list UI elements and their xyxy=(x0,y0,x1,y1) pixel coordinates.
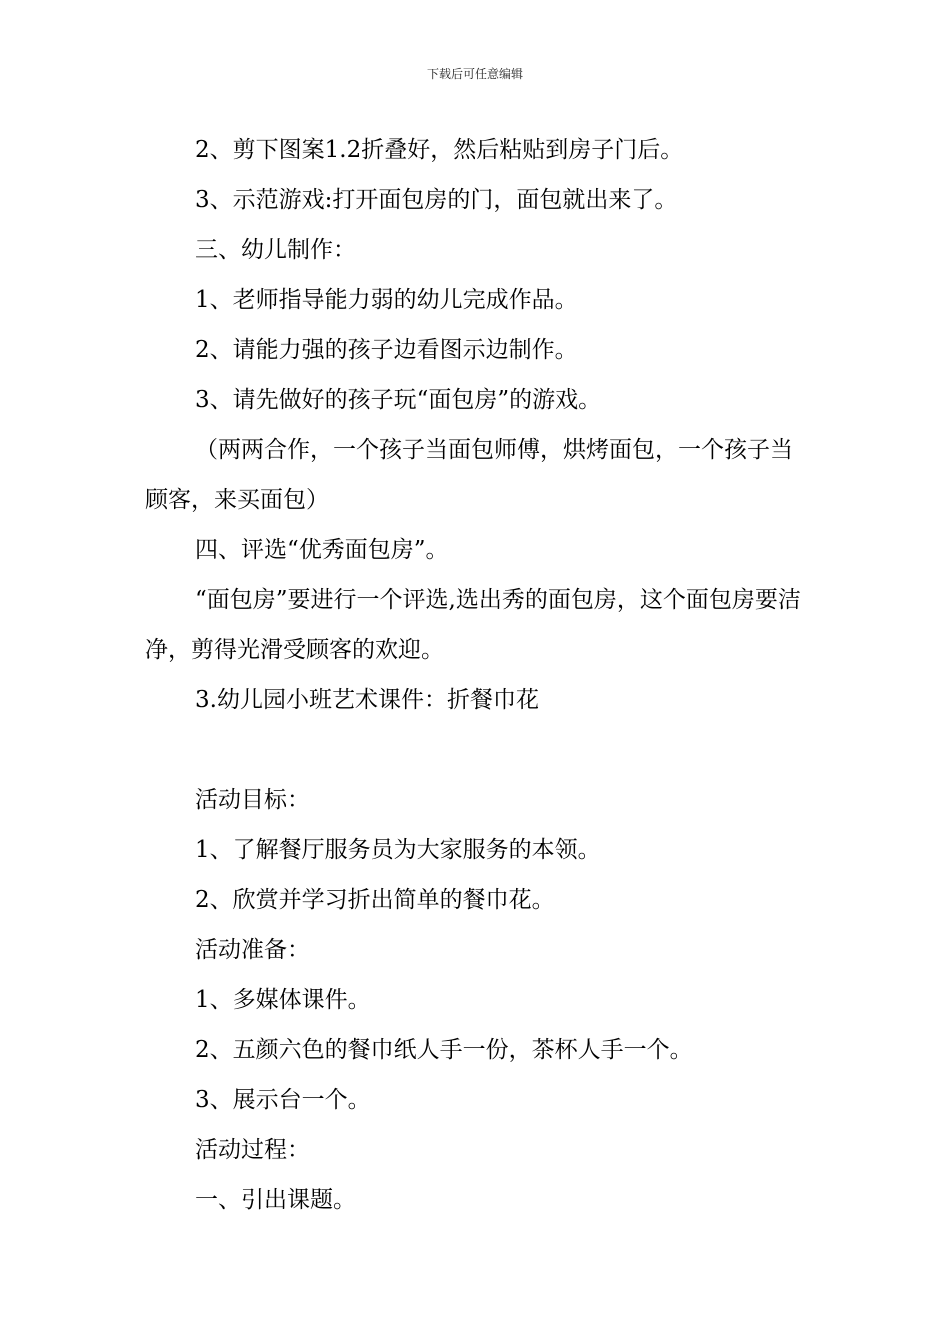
paragraph: 2、欣赏并学习折出简单的餐巾花。 xyxy=(195,887,555,913)
paragraph: 3、请先做好的孩子玩“面包房”的游戏。 xyxy=(195,387,602,413)
paragraph: 1、老师指导能力弱的幼儿完成作品。 xyxy=(195,287,578,313)
paragraph: 2、请能力强的孩子边看图示边制作。 xyxy=(195,337,578,363)
section-heading: 活动目标： xyxy=(195,787,310,813)
lesson-title: 3.幼儿园小班艺术课件：折餐巾花 xyxy=(195,687,539,713)
paragraph: 3、展示台一个。 xyxy=(195,1087,371,1113)
paragraph: 2、五颜六色的餐巾纸人手一份，茶杯人手一个。 xyxy=(195,1037,693,1063)
paragraph: 1、多媒体课件。 xyxy=(195,987,371,1013)
blank-line xyxy=(145,725,810,775)
section-heading: 三、幼儿制作： xyxy=(195,237,356,263)
paragraph: “面包房”要进行一个评选,选出秀的面包房，这个面包房要洁净，剪得光滑受顾客的欢迎。 xyxy=(145,587,801,663)
section-heading: 活动过程： xyxy=(195,1137,310,1163)
paragraph: 一、引出课题。 xyxy=(195,1187,356,1213)
paragraph: 2、剪下图案1.2折叠好，然后粘贴到房子门后。 xyxy=(195,137,684,163)
page-header: 下载后可任意编辑 xyxy=(426,67,523,81)
section-heading: 四、评选“优秀面包房”。 xyxy=(195,537,449,563)
paragraph: 1、了解餐厅服务员为大家服务的本领。 xyxy=(195,837,601,863)
section-heading: 活动准备： xyxy=(195,937,310,963)
document-body xyxy=(145,125,810,1225)
paragraph: 3、示范游戏:打开面包房的门，面包就出来了。 xyxy=(195,187,678,213)
paragraph: （两两合作，一个孩子当面包师傅，烘烤面包，一个孩子当顾客，来买面包） xyxy=(145,437,793,513)
